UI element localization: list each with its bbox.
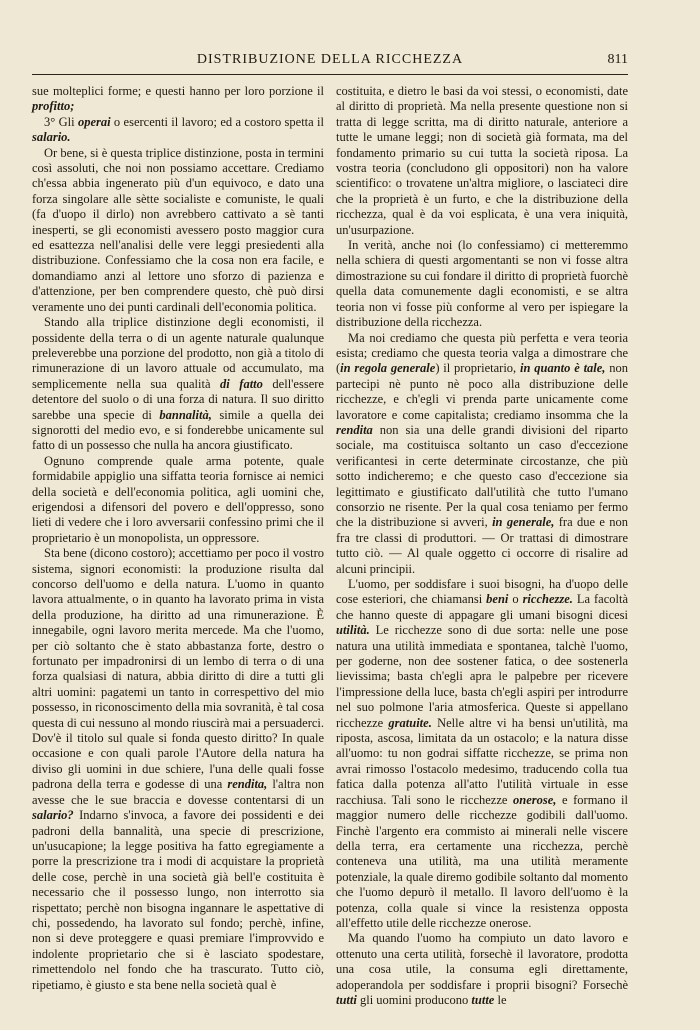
left-column xyxy=(32,84,324,993)
paragraph: Or bene, si è questa triplice distinzione, posta in termini così assoluti, che noi non possiamo accettare. Crediamo ch'essa abbia ingenerato più d'un equivoco, e dato una forza singolare alle sètte socialiste e comuniste, le quali (fa d'uopo il dirlo) non avrebbero cattivato a sè tanti inesperti, se gli economisti avessero posto maggior cura ed esattezza nell'analisi delle vere leggi presiedenti alla distribuzione. Confessiamo che la cosa non era facile, e domandiamo anzi al lettore uno sforzo di pazienza e d'attenzione, per ben comprendere questo, chè può dirsi veramente uno dei punti cardinali dell'economia politica. xyxy=(32,145,324,314)
running-title: DISTRIBUZIONE DELLA RICCHEZZA xyxy=(196,52,464,67)
paragraph: costituita, e dietro le basi da voi stessi, o economisti, date al diritto di proprietà. Ma nella presente questione non si tratta di legge scritta, ma di diritto naturale, anteriore a tutte le umane leggi; non di società già formata, ma del fondamento primario su cui tutta la società riposa. La vostra teoria (concludono gli oppositori) non ha valore scientifico: o trovatene un'altra migliore, o lasciateci dire che la proprietà è un furto, e che la distribuzione della ricchezza, qual è da voi esplicata, è una vera iniquità, un'usurpazione. xyxy=(336,84,628,237)
paragraph: Ognuno comprende quale arma potente, quale formidabile appiglio una siffatta teoria fornisce ai nemici della società e dell'economia politica, agli uomini che, erigendosi a difensori del povero e dell'oppresso, sono lieti di vedere che i loro avversarii confessino primi che il proprietario è un monopolista, un oppressore. xyxy=(32,453,324,545)
paragraph: Ma noi crediamo che questa più perfetta e vera teoria esista; crediamo che questa teoria valga a dimostrare che (in regola generale) il proprietario, in quanto è tale, non partecipi nè punto nè poco alla distribuzione delle ricchezze, e ch'egli vi prenda parte unicamente come lavoratore e come capitalista; crediamo insomma che la rendita non sia una delle grandi divisioni del riparto sociale, ma costituisca soltanto un caso d'eccezione verificantesi in certe determinate circostanze, che più sotto indicheremo; e che questo caso d'eccezione sia legittimato e giustificato dall'utilità che tutto l'umano consorzio ne risente. Per la qual cosa teniamo per fermo che la distribuzione si avveri, in generale, fra due e non fra tre classi di produttori. — Or trattasi di dimostrare tutto ciò. — Al quale oggetto ci occorre di risalire ad alcuni principii. xyxy=(336,330,629,576)
paragraph: Sta bene (dicono costoro); accettiamo per poco il vostro sistema, signori economisti: la produzione risulta dal concorso dell'uomo e della natura. L'uomo in quanto lavora attualmente, o in quanto ha lavorato prima in vista della produzione, ha diritto ad una rimunerazione. È innegabile, ogni lavoro merita mercede. Ma che l'uomo, per ciò soltanto che è stato abbastanza forte, destro o fortunato per impadronirsi di un lembo di terra o di una forza qualsiasi di natura, abbia diritto di dire a tutti gli altri uomini: pagatemi un tanto in correspettivo del mio possesso, in riconoscimento della mia sovranità, è tal cosa questa di cui nessuno al mondo riuscirà mai a persuaderci. Dov'è il titolo sul quale si fonda questo diritto? In quale occasione e con quali parole l'Autore della natura ha diviso gli uomini in due schiere, l'una delle quali fosse padrona della terra e godesse di una rendita, l'altra non avesse che le sue braccia e dovesse contentarsi di un salario? Indarno s'invoca, a favore dei possidenti e dei padroni della bannalità, una specie di prescrizione, un'usucapione; la legge positiva ha fatto egregiamente a porre la prescrizione tra i modi di acquistare la proprietà delle cose, perchè in una società già bell'e costituita è necessario che il possesso lungo, non interrotto sia rispettato; perchè non bisogna ingannare le aspettative di chi, possedendo, ha lavorato sul fondo; perchè, infine, non si deve proteggere e quasi premiare l'improvvido e indolente proprietario che si è lasciato spodestare, rimettendolo nel fondo che ha trascurato. Tutto ciò, ripetiamo, è giusto e sta bene nella società qual è xyxy=(32,546,324,992)
paragraph: L'uomo, per soddisfare i suoi bisogni, ha d'uopo delle cose esteriori, che chiamansi beni o ricchezze. La facoltà che hanno queste di appagare gli umani bisogni dicesi utilità. Le ricchezze sono di due sorta: nelle une pose natura una utilità immediata e spontanea, talchè l'uomo, per goderne, non dee sostener fatica, o dee sostenerla lievissima; basta ch'egli apra le palpebre per ricevere l'impressione della luce, basta ch'egli aspiri per introdurre nel suo polmone l'aria atmosferica. Queste si appellano ricchezze gratuite. Nelle altre vi ha bensi un'utilità, ma riposta, ascosa, limitata da un ostacolo; e la natura disse all'uomo: tu non godrai siffatte ricchezze, se prima non avrai rimosso l'ostacolo medesimo, traducendo colla tua fatica dalla potenza all'atto l'utilità virtuale in esse racchiusa. Tali sono le ricchezze onerose, e formano il maggior numero delle ricchezze godibili dall'uomo. Finchè l'argento era commisto ai minerali nelle viscere della terra, era certamente una ricchezza, perchè conteneva una utilità, ma una utilità meramente potenziale, la quale diremo godibile soltanto dal momento che l'uomo depurò il metallo. Il lavoro dell'uomo è la potenza, colla quale si vince la resistenza opposta all'effetto utile delle ricchezze onerose. xyxy=(336,577,629,930)
page-number: 811 xyxy=(607,52,628,67)
paragraph: Ma quando l'uomo ha compiuto un dato lavoro e ottenuto una certa utilità, forsechè il lavoratore, prodotta una cosa utile, la consuma egli direttamente, adoperandola per soddisfare i proprii bisogni? Forsechè tutti gli uomini producono tutte le xyxy=(336,931,628,1007)
paragraph: In verità, anche noi (lo confessiamo) ci metteremmo nella schiera di questi argomentanti se non vi fosse altra dimostrazione su cui fondare il diritto di proprietà fuorchè quella data comunemente dagli economisti, e se altra teoria non vi fosse più conforme al vero per ispiegare la distribuzione della ricchezza. xyxy=(336,238,628,330)
paragraph: 3° Gli operai o esercenti il lavoro; ed a costoro spetta il salario. xyxy=(32,114,324,145)
running-header xyxy=(32,48,628,75)
paragraph: sue molteplici forme; e questi hanno per loro porzione il profitto; xyxy=(32,84,324,114)
right-column xyxy=(336,84,628,1008)
paragraph: Stando alla triplice distinzione degli economisti, il possidente della terra o di un agente naturale qualunque preleverebbe una porzione del prodotto, non già a titolo di rimunerazione di un lavoro attuale od accumulato, ma semplicemente nella sua qualità di fatto dell'essere detentore del suolo o di una forza di natura. Il suo diritto sarebbe una specie di bannalità, simile a quella dei signorotti del medio evo, e si fonderebbe unicamente sul fatto di un possesso che nulla ha ancora giustificato. xyxy=(32,315,324,453)
